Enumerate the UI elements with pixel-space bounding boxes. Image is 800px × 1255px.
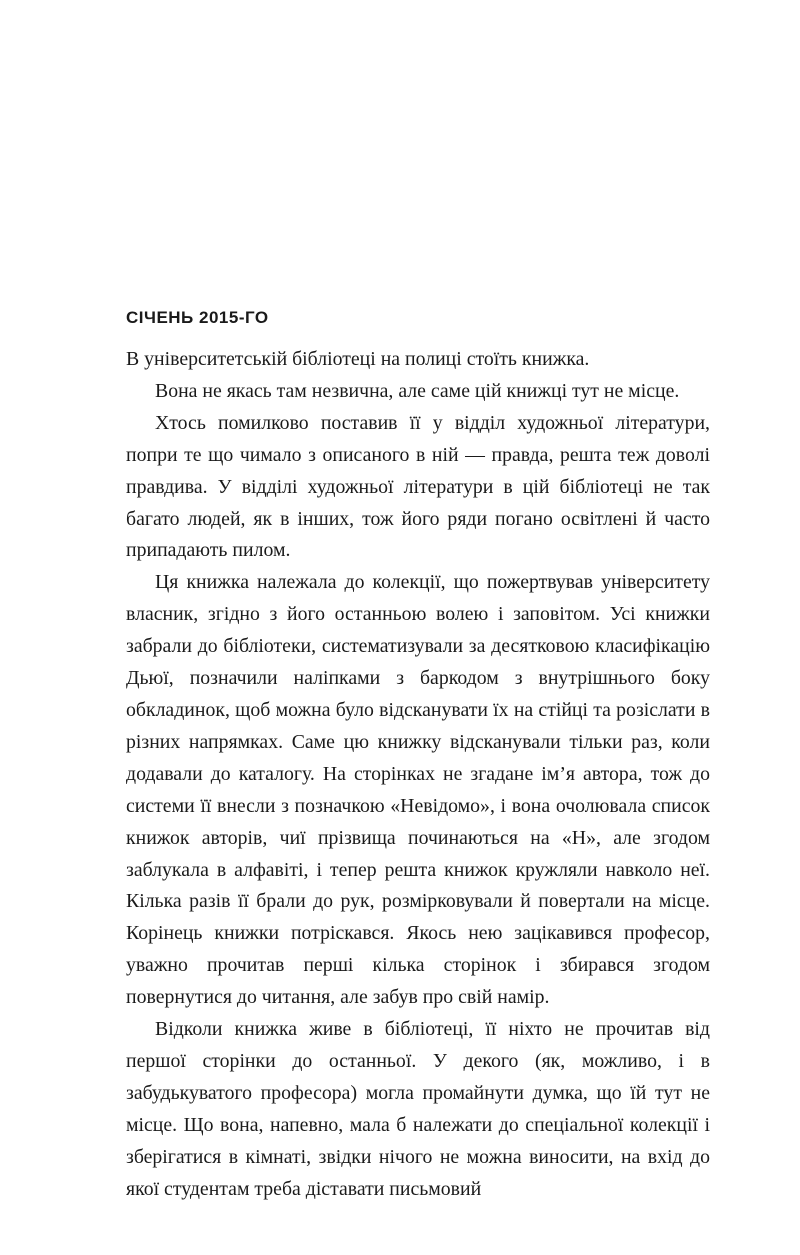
paragraph-4: Ця книжка належала до колекції, що пожертвував університету власник, згідно з його останньою волею і заповітом. Усі книжки забрали до бібліотеки, систематизували за десятковою класифікацію Дьюї, позначили наліпками з баркодом з внутрішнього боку обкладинок, щоб можна було відсканувати їх на стійці та розіслати в різних напрямках. Саме цю книжку відсканували тільки раз, коли додавали до каталогу. На сторінках не згадане ім’я автора, тож до системи її внесли з позначкою «Невідомо», і вона очолювала список книжок авторів, чиї прізвища починаються на «Н», але згодом заблукала в алфавіті, і тепер решта книжок кружляли навколо неї. Кілька разів її брали до рук, розмірковували й повертали на місце. Корінець книжки потріскався. Якось нею зацікавився професор, уважно прочитав перші кілька сторінок і збирався згодом повернутися до читання, але забув про свій намір. (126, 571, 710, 1009)
chapter-heading: СІЧЕНЬ 2015-ГО (126, 308, 269, 327)
paragraph-1: В університетській бібліотеці на полиці стоїть книжка. (126, 348, 590, 370)
paragraph-5: Відколи книжка живе в бібліотеці, її ніхто не прочитав від першої сторінки до останньої. У декого (як, можливо, і в забудькуватого професора) могла промайнути думка, що їй тут не місце. Що вона, напевно, мала б належати до спеціальної колекції і зберігатися в кімнаті, звідки нічого не можна виносити, на вхід до якої студентам треба діставати письмовий (126, 1018, 710, 1200)
book-page (126, 306, 710, 1205)
paragraph-3: Хтось помилково поставив її у відділ художньої літератури, попри те що чимало з описаного в ній — правда, решта теж доволі правдива. У відділі художньої літератури в цій бібліотеці не так багато людей, як в інших, тож його ряди погано освітлені й часто припадають пилом. (126, 411, 710, 562)
paragraph-2: Вона не якась там незвична, але саме цій книжці тут не місце. (155, 379, 680, 402)
